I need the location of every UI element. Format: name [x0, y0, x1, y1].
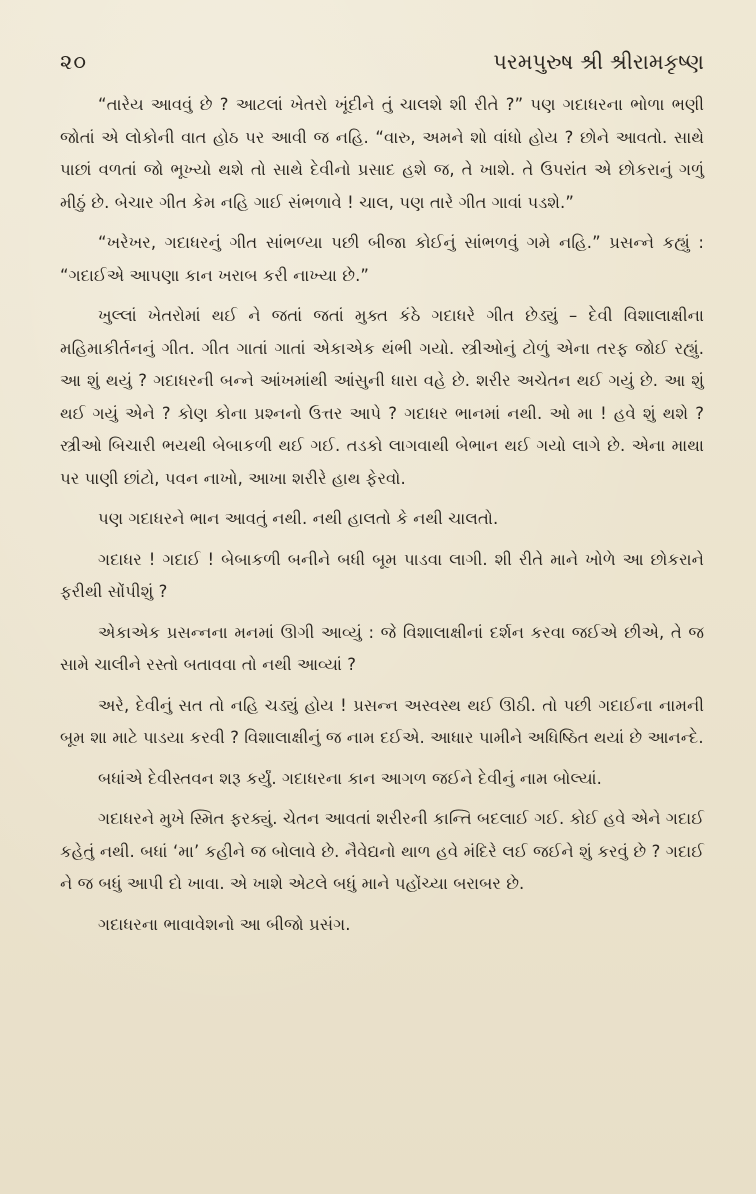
- paragraph: “ખરેખર, ગદાધરનું ગીત સાંભળ્યા પછી બીજા કોઈનું સાંભળવું ગમે નહિ.” પ્રસન્ને કહ્યું : “ગદાઈએ આપણા કાન ખરાબ કરી નાખ્યા છે.”: [60, 233, 704, 285]
- paragraph: પણ ગદાધરને ભાન આવતું નથી. નથી હાલતો કે નથી ચાલતો.: [98, 509, 499, 528]
- paragraph: “તારેય આવવું છે ? આટલાં ખેતરો ખૂંદીને તું ચાલશે શી રીતે ?” પણ ગદાધરના ભોળા ભણી જોતાં એ લોકોની વાત હોઠ પર આવી જ નહિ. “વારુ, અમને શો વાંધો હોય ? છોને આવતો. સાથે પાછાં વળતાં જો ભૂખ્યો થશે તો સાથે દેવીનો પ્રસાદ હશે જ, તે ખાશે. તે ઉપરાંત એ છોકરાનું ગળું મીઠું છે. બેચાર ગીત કેમ નહિ ગાઈ સંભળાવે ! ચાલ, પણ તારે ગીત ગાવાં પડશે.”: [60, 95, 704, 212]
- paragraph: એકાએક પ્રસન્નના મનમાં ઊગી આવ્યું : જે વિશાલાક્ષીનાં દર્શન કરવા જઈએ છીએ, તે જ સામે ચાલીને રસ્તો બતાવવા તો નથી આવ્યાં ?: [60, 622, 704, 674]
- body-text: [60, 89, 704, 941]
- paragraph: ગદાધરના ભાવાવેશનો આ બીજો પ્રસંગ.: [98, 914, 351, 934]
- paragraph: અરે, દેવીનું સત તો નહિ ચડ્યું હોય ! પ્રસન્ન અસ્વસ્થ થઈ ઊઠી. તો પછી ગદાઈના નામની બૂમ શા માટે પાડયા કરવી ? વિશાલાક્ષીનું જ નામ દઈએ. આધાર પામીને અધિષ્ઠિત થયાં છે આનન્દે.: [60, 695, 704, 747]
- paragraph: બધાંએ દેવીસ્તવન શરૂ કર્યું. ગદાધરના કાન આગળ જઈને દેવીનું નામ બોલ્યાં.: [98, 768, 602, 788]
- page-number: ૨૦: [60, 50, 87, 74]
- paragraph: ખુલ્લાં ખેતરોમાં થઈ ને જતાં જતાં મુક્ત કંઠે ગદાધરે ગીત છેડ્યું – દેવી વિશાલાક્ષીના મહિમાકીર્તનનું ગીત. ગીત ગાતાં ગાતાં એકાએક થંભી ગયો. સ્ત્રીઓનું ટોળું એના તરફ જોઈ રહ્યું. આ શું થયું ? ગદાધરની બન્ને આંખમાંથી આંસુની ધારા વહે છે. શરીર અચેતન થઈ ગયું છે. આ શું થઈ ગયું એને ? કોણ કોના પ્રશ્નનો ઉત્તર આપે ? ગદાધર ભાનમાં નથી. ઓ મા ! હવે શું થશે ? સ્ત્રીઓ બિચારી ભયથી બેબાકળી થઈ ગઈ. તડકો લાગવાથી બેભાન થઈ ગયો લાગે છે. એના માથા પર પાણી છાંટો, પવન નાખો, આખા શરીરે હાથ ફેરવો.: [60, 306, 704, 488]
- paragraph: ગદાધરને મુખે સ્મિત ફરક્યું. ચેતન આવતાં શરીરની કાન્તિ બદલાઈ ગઈ. કોઈ હવે એને ગદાઈ કહેતું નથી. બધાં ‘મા’ કહીને જ બોલાવે છે. નૈવેદ્યનો થાળ હવે મંદિરે લઈ જઈને શું કરવું છે ? ગદાઈ ને જ બધું આપી દો ખાવા. એ ખાશે એટલે બધું માને પહોંચ્યા બરાબર છે.: [60, 809, 704, 893]
- paragraph: ગદાધર ! ગદાઈ ! બેબાકળી બનીને બધી બૂમ પાડવા લાગી. શી રીતે માને ખોળે આ છોકરાને ફરીથી સોંપીશું ?: [60, 549, 704, 601]
- running-title: પરમપુરુષ શ્રી શ્રીરામકૃષ્ણ: [493, 50, 704, 74]
- page-header: [60, 50, 704, 75]
